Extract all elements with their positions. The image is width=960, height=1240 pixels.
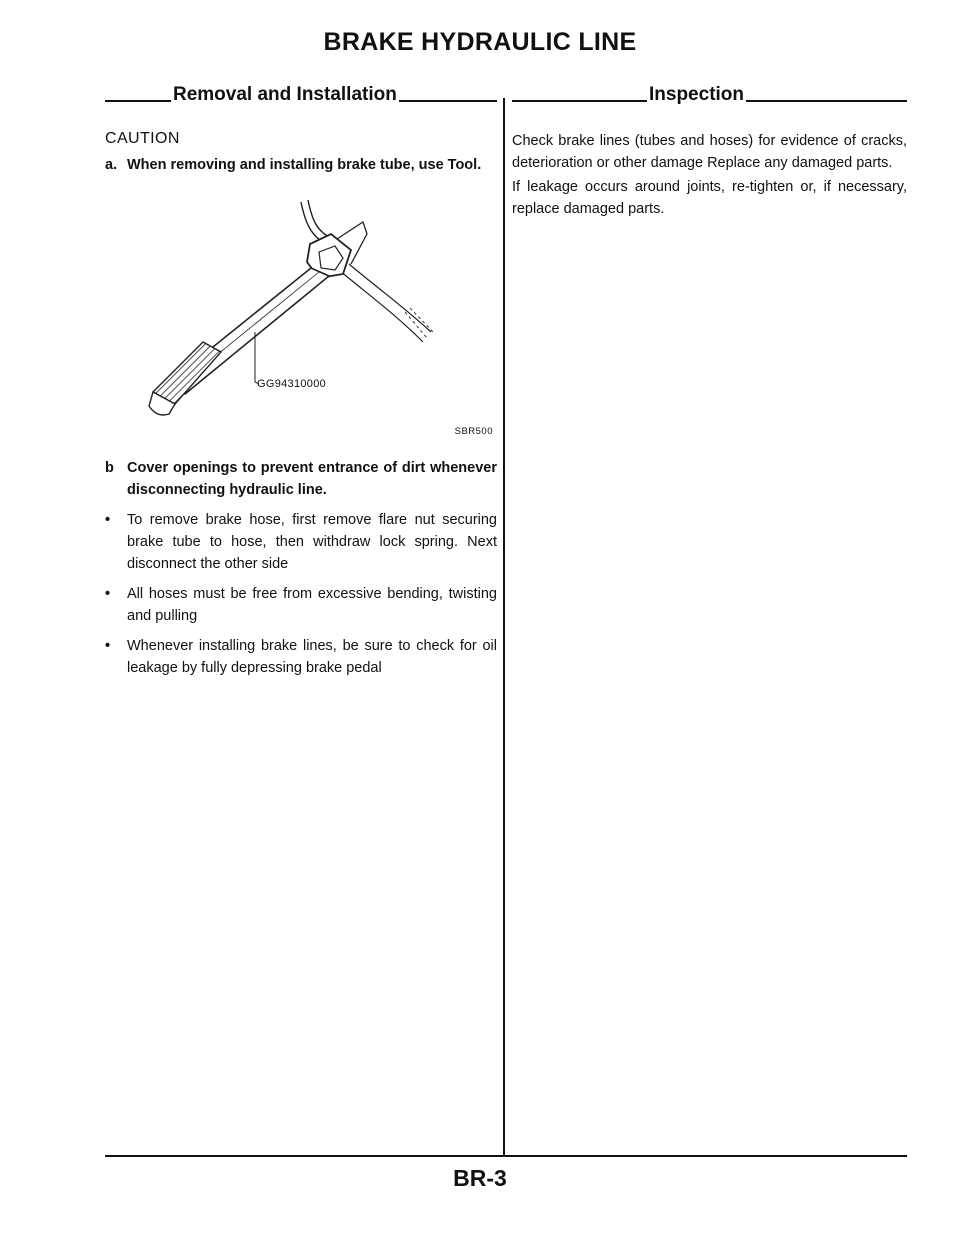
caution-label: CAUTION (105, 130, 180, 147)
item-marker: b (105, 460, 114, 476)
removal-installation-column (105, 80, 497, 679)
page-title: BRAKE HYDRAULIC LINE (323, 28, 637, 56)
bullet-dot-icon: • (105, 586, 111, 602)
heading-rule (399, 100, 497, 102)
bullet-dot-icon: • (105, 638, 111, 654)
item-text: Cover openings to prevent entrance of dirt whenever disconnecting hydraulic line. (127, 460, 497, 498)
section-heading-inspection (512, 80, 907, 106)
heading-rule (512, 100, 647, 102)
inspection-paragraph: Check brake lines (tubes and hoses) for evidence of cracks, deterioration or other damage Replace any damaged parts. (512, 133, 907, 171)
bottom-rule (105, 1155, 907, 1157)
bullet-text: Whenever installing brake lines, be sure to check for oil leakage by fully depressing brake pedal (127, 638, 497, 676)
caution-item-a (105, 154, 497, 176)
bullet-dot-icon: • (105, 512, 111, 528)
inspection-column (512, 80, 907, 220)
item-marker: a. (105, 157, 118, 173)
column-divider (503, 98, 505, 1156)
bullet-text: All hoses must be free from excessive bending, twisting and pulling (127, 586, 497, 624)
bullet-item (105, 583, 497, 627)
caution-item-b (105, 457, 497, 501)
page-number: BR-3 (453, 1165, 507, 1191)
bullet-item (105, 509, 497, 575)
section-heading-text: Inspection (649, 84, 745, 105)
section-heading-removal (105, 80, 497, 106)
tool-number-label: GG94310000 (257, 378, 327, 390)
heading-rule (746, 100, 907, 102)
tool-figure (105, 182, 497, 437)
bullet-item (105, 635, 497, 679)
inspection-paragraph: If leakage occurs around joints, re-tighten or, if necessary, replace damaged parts. (512, 179, 907, 217)
flare-nut-wrench-illustration (105, 182, 497, 437)
bullet-text: To remove brake hose, first remove flare nut securing brake tube to hose, then withdraw lock spring. Next disconnect the other side (127, 512, 497, 572)
item-text: When removing and installing brake tube, use Tool. (127, 157, 482, 173)
figure-code: SBR500 (454, 426, 493, 437)
heading-rule (105, 100, 171, 102)
section-heading-text: Removal and Installation (173, 84, 397, 105)
